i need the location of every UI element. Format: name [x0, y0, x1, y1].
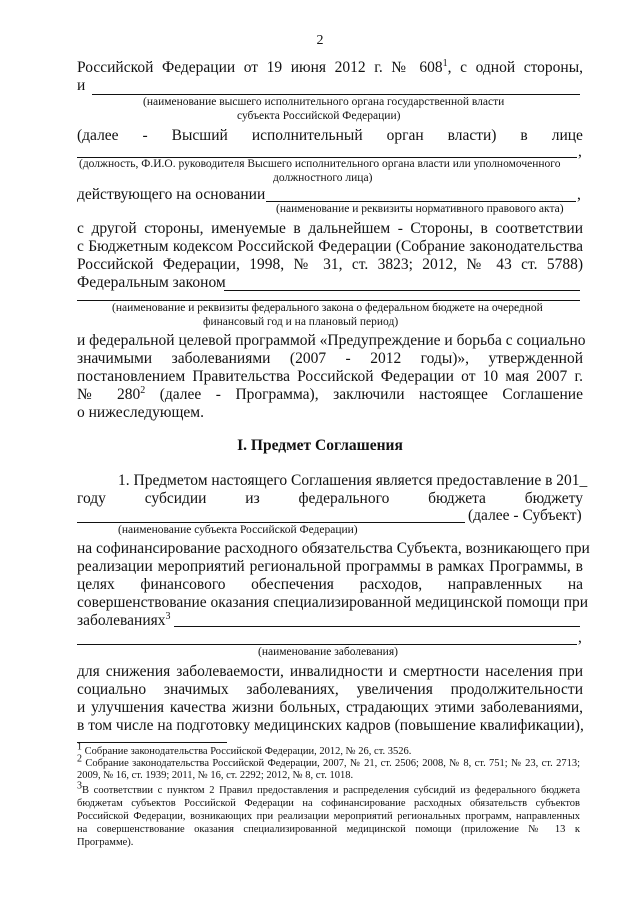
field-caption: (наименование заболевания) — [258, 646, 398, 658]
fill-in-line — [174, 626, 580, 627]
footnote-mark: 3 — [77, 780, 82, 792]
text-line: социально значимых заболеваниях, увеличения продолжительности — [77, 681, 583, 698]
text-fragment: Российской Федерации от 19 июня 2012 г. № 608 — [77, 59, 443, 76]
text-fragment: (далее - Программа), заключили настоящее Соглашение — [145, 386, 583, 403]
text-line — [77, 186, 265, 204]
footnote-3-cont: на совершенствование оказания специализированной медицинской помощи (приложение № 13 к — [77, 824, 580, 835]
field-caption: (наименование субъекта Российской Федерации) — [118, 524, 358, 536]
text-fragment: Федеральным законом — [77, 274, 226, 291]
footnote-text: Собрание законодательства Российской Федерации, 2012, № 26, ст. 3526. — [82, 746, 412, 757]
text-line: году субсидии из федерального бюджета бюджету — [77, 490, 583, 507]
text-line — [77, 127, 583, 145]
fill-in-line — [77, 644, 577, 645]
text-line: реализации мероприятий региональной программы в рамках Программы, в — [77, 558, 583, 575]
text-fragment: № 280 — [77, 386, 141, 403]
field-caption: должностного лица) — [273, 172, 373, 184]
footnote-3-cont: Программе). — [77, 837, 134, 848]
line-end-comma: , — [577, 186, 581, 203]
text-line: постановлением Правительства Российской Федерации от 10 мая 2007 г. — [77, 368, 583, 385]
footnote-2 — [77, 753, 580, 771]
fill-in-line — [77, 300, 580, 301]
fill-in-line — [77, 522, 465, 523]
line-end-comma: , — [578, 629, 582, 646]
footnote-text: Собрание законодательства Российской Федерации, 2007, № 21, ст. 2506; 2008, № 8, ст. 751; № 23, ст. 2713; — [82, 758, 580, 769]
text-line: 1. Предметом настоящего Соглашения является предоставление в 201_ — [118, 472, 588, 489]
text-line: совершенствование оказания специализированной медицинской помощи при — [77, 594, 589, 611]
footnote-3-cont: бюджетам субъектов Российской Федерации на софинансирование расходных обязательств субъектов — [77, 798, 580, 809]
text-line: с Бюджетным кодексом Российской Федерации (Собрание законодательства — [77, 238, 583, 255]
line-end-comma: , — [578, 143, 582, 160]
word: лице — [551, 127, 583, 144]
footnote-ref: 1 — [442, 57, 448, 69]
word: (далее — [77, 127, 119, 144]
footnote-separator — [77, 742, 227, 743]
fill-in-line — [92, 94, 580, 95]
footnote-3 — [77, 780, 580, 798]
text-fragment: и — [77, 77, 86, 94]
text-line: с другой стороны, именуемые в дальнейшем - Стороны, в соответствии — [77, 220, 583, 237]
field-caption: (наименование и реквизиты нормативного правового акта) — [276, 203, 564, 215]
text-line: на софинансирование расходного обязательства Субъекта, возникающего при — [77, 540, 590, 557]
word: в — [520, 127, 528, 144]
page-number: 2 — [316, 33, 324, 48]
fill-in-line — [266, 201, 576, 202]
footnote-2-cont: 2009, № 16, ст. 1939; 2011, № 16, ст. 2292; 2012, № 8, ст. 1018. — [77, 770, 354, 781]
word: власти) — [447, 127, 497, 144]
word: орган — [386, 127, 424, 144]
text-line — [77, 59, 583, 77]
text-line: значимыми заболеваниями (2007 - 2012 годы)», утвержденной — [77, 350, 583, 367]
text-fragment: (далее - Субъект) — [468, 507, 582, 524]
field-caption: (наименование высшего исполнительного органа государственной власти — [143, 96, 505, 108]
footnote-3-cont: Российской Федерации, возникающих при реализации мероприятий региональных программ, направленных — [77, 811, 580, 822]
text-line: целях финансового обеспечения расходов, направленных на — [77, 576, 583, 593]
text-line — [77, 77, 583, 95]
section-title: I. Предмет Соглашения — [237, 437, 403, 454]
text-line: о нижеследующем. — [77, 404, 204, 421]
footnote-ref: 3 — [165, 610, 171, 622]
footnote-text: В соответствии с пунктом 2 Правил предоставления и распределения субсидий из федерального бюджета — [82, 785, 580, 796]
footnote-ref: 2 — [140, 384, 146, 396]
text-fragment: , с одной стороны, — [447, 59, 583, 76]
text-line — [77, 274, 226, 292]
text-fragment: действующего на основании — [77, 186, 266, 203]
text-line — [77, 386, 583, 404]
text-line: в том числе на подготовку медицинских кадров (повышение квалификации), — [77, 717, 584, 734]
field-caption: субъекта Российской Федерации) — [237, 110, 401, 122]
footnote-mark: 1 — [77, 741, 82, 753]
word: исполнительный — [251, 127, 363, 144]
text-line — [77, 612, 171, 630]
field-caption: (должность, Ф.И.О. руководителя Высшего исполнительного органа власти или уполномоченного — [79, 158, 561, 170]
footnote-mark: 2 — [77, 753, 82, 765]
field-caption: (наименование и реквизиты федерального закона о федеральном бюджете на очередной — [112, 302, 543, 314]
fill-in-line — [224, 290, 580, 291]
text-line: и федеральной целевой программой «Предупреждение и борьба с социально — [77, 332, 586, 349]
text-line: и улучшения качества жизни больных, страдающих этими заболеваниями, — [77, 699, 583, 716]
text-line: для снижения заболеваемости, инвалидности и смертности населения при — [77, 663, 583, 680]
word: Высший — [171, 127, 228, 144]
footnote-1 — [77, 741, 580, 759]
field-caption: финансовый год и на плановый период) — [203, 316, 399, 328]
text-line: Российской Федерации, 1998, № 31, ст. 3823; 2012, № 43 ст. 5788) — [77, 256, 583, 273]
word: - — [142, 127, 148, 144]
text-fragment: заболеваниях — [77, 612, 166, 629]
